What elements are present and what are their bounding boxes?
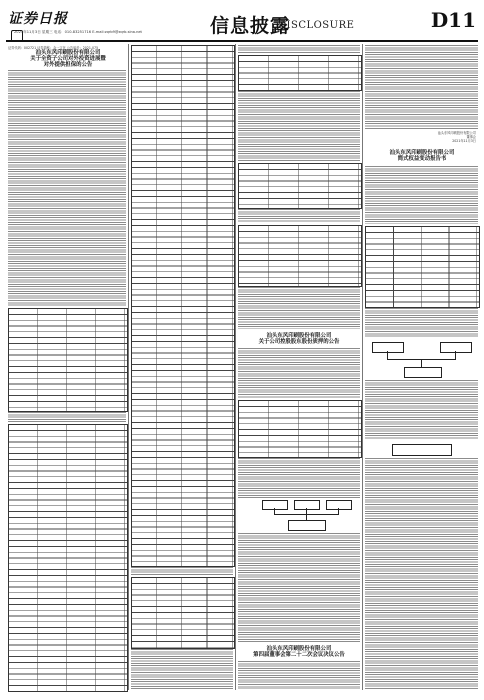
diagram-box [326, 500, 352, 510]
column-divider [235, 44, 236, 690]
article-body-text [238, 661, 360, 689]
diagram-box [440, 342, 472, 353]
article-body-text [365, 45, 478, 129]
article-headline [366, 150, 478, 162]
headline-line: 汕头东风印刷股份有限公司 [266, 333, 332, 339]
article-body-text [238, 91, 360, 161]
diagram-connector [455, 351, 456, 359]
column-divider [128, 44, 129, 690]
article-body-text [365, 458, 478, 690]
masthead-meta: 2021年11月3日 星期三 电话：010-83251716 E-mail:zqrb9@zqrb.sina.net [14, 30, 142, 34]
diagram-box [262, 500, 288, 510]
diagram-box [288, 520, 326, 531]
headline-line: 简式权益变动报告书 [397, 156, 447, 162]
article-body-text [8, 412, 126, 422]
article-headline [10, 50, 126, 68]
article-body-text [238, 458, 360, 498]
headline-line: 第四届董事会第二十二次会议决议公告 [253, 652, 345, 658]
article-body-text [238, 348, 360, 398]
headline-line: 关于公司控股股东股份质押的公告 [258, 339, 340, 345]
stock-note: 证券代码：002721 证券简称：金一文化 公告编号：2021-075 [8, 46, 99, 50]
article-body-text [238, 209, 360, 223]
newspaper-logo [8, 8, 78, 28]
headline-line: 汕头东风印刷股份有限公司 [266, 646, 332, 652]
data-table [131, 577, 235, 649]
data-table [131, 45, 235, 567]
masthead-rule [6, 40, 478, 42]
data-table [8, 308, 128, 412]
article-body-text [131, 649, 233, 689]
diagram-connector [387, 351, 388, 359]
article-body-text [365, 308, 478, 338]
data-table [238, 55, 362, 91]
section-title: 信息披露 [210, 15, 291, 37]
section-subtitle: DISCLOSURE [278, 20, 355, 31]
diagram-connector [421, 359, 422, 367]
article-body-text [365, 380, 478, 440]
logo-text: 证券日报 [8, 11, 68, 27]
data-table [365, 226, 480, 308]
article-body-text [238, 287, 360, 329]
headline-line: 汕头东风印刷股份有限公司 [389, 150, 455, 156]
masthead [6, 6, 478, 38]
diagram-box [404, 367, 442, 378]
diagram-box [294, 500, 320, 510]
article-headline [240, 333, 358, 345]
diagram-box [392, 444, 452, 456]
article-body-text [238, 45, 360, 53]
article-body-text [131, 567, 233, 575]
signature-block: 汕头东风印刷股份有限公司 董事会 2021年11月3日 [437, 131, 476, 143]
data-table [238, 400, 362, 458]
headline-line: 关于全资子公司对外投资进展暨 [30, 56, 106, 62]
headline-line: 汕头东风印刷股份有限公司 [35, 50, 101, 56]
page-number: D11 [430, 8, 476, 32]
article-body-text [365, 166, 478, 224]
data-table [238, 163, 362, 209]
article-body-text [238, 533, 360, 643]
data-table [238, 225, 362, 287]
article-body-text [8, 70, 126, 306]
headline-line: 对外提供担保的公告 [43, 62, 93, 68]
data-table [8, 424, 128, 692]
diagram-box [372, 342, 404, 353]
article-headline [240, 646, 358, 658]
column-divider [362, 44, 363, 690]
